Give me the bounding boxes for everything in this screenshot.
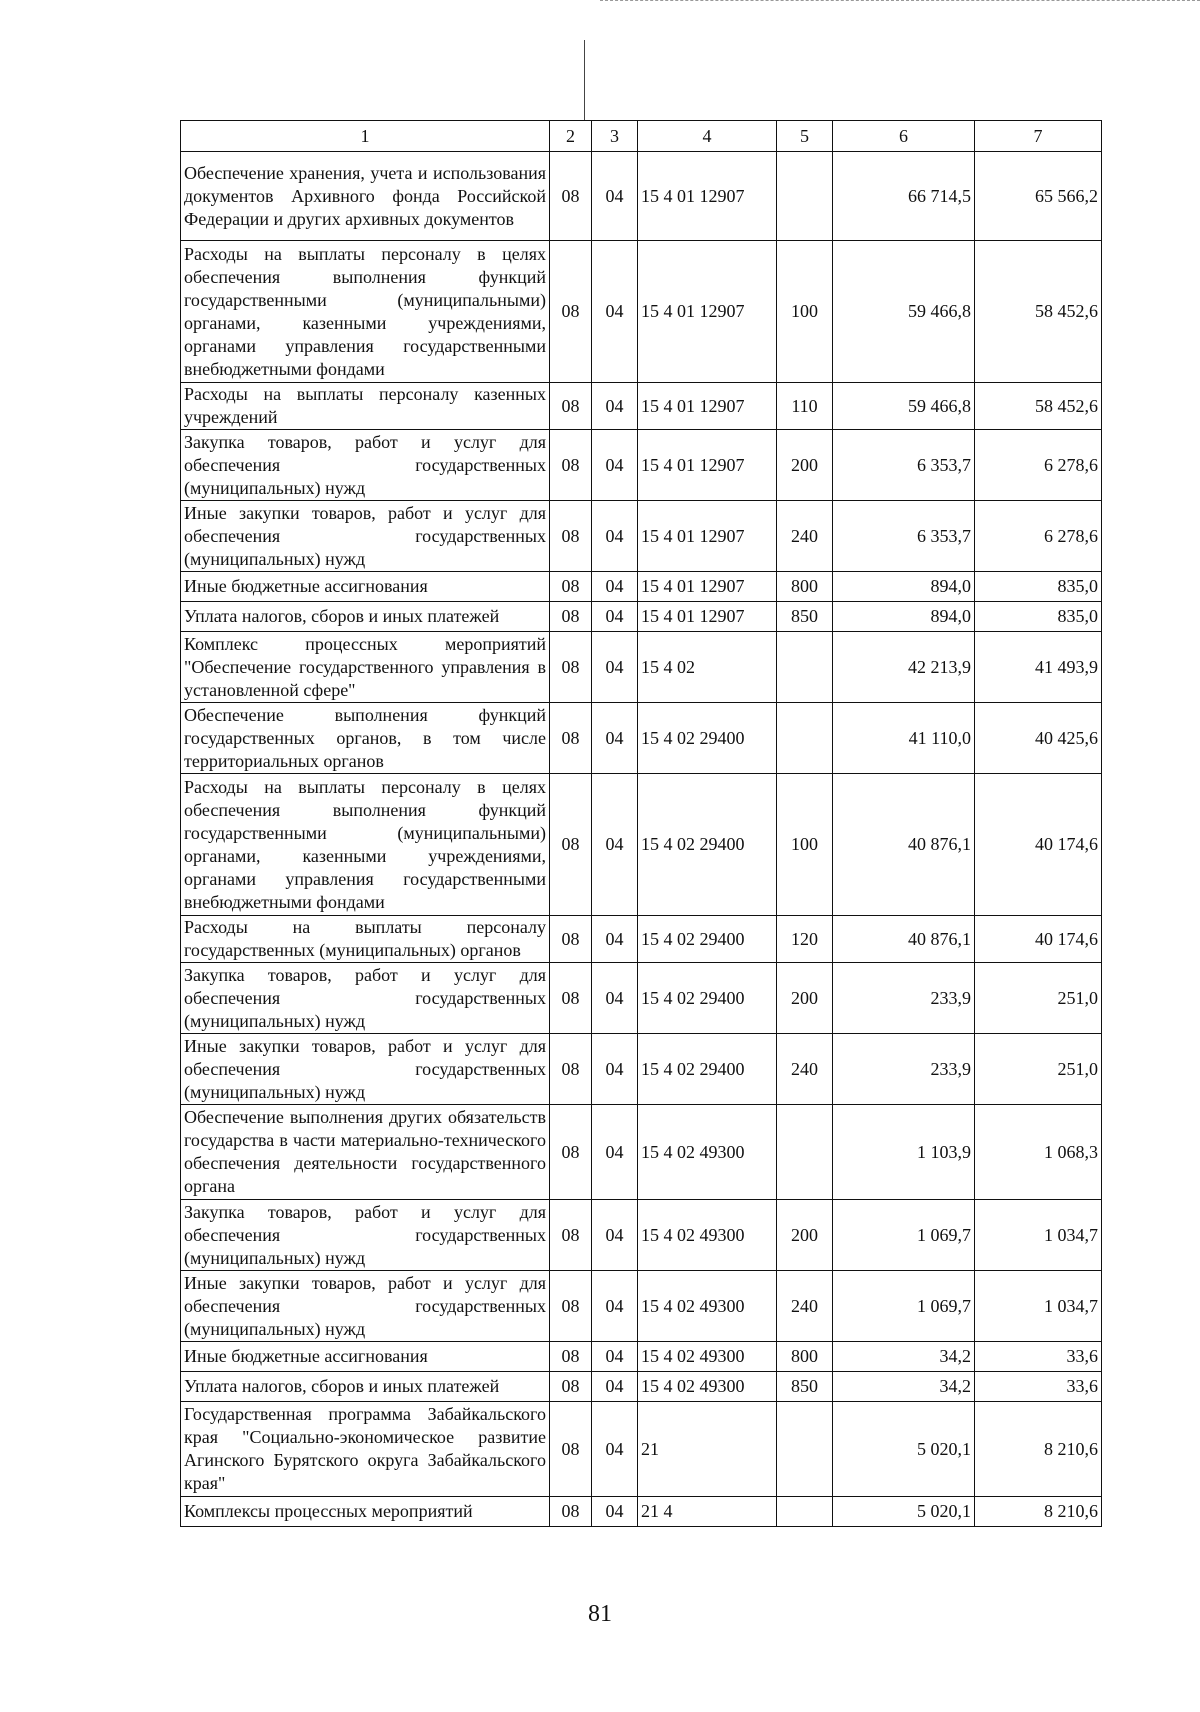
header-col-5: 5 <box>777 121 833 152</box>
row-expense-type <box>777 632 833 703</box>
row-amount-year-2: 8 210,6 <box>975 1497 1102 1527</box>
scan-artifact-top-line <box>600 0 1200 2</box>
row-subsection: 04 <box>592 774 638 916</box>
table-row <box>181 916 1102 963</box>
row-amount-year-1: 1 069,7 <box>833 1271 975 1342</box>
table-row <box>181 1372 1102 1402</box>
row-subsection: 04 <box>592 1497 638 1527</box>
row-name: Обеспечение выполнения других обязательств государства в части материально-технического обеспечения деятельности государственного органа <box>181 1105 550 1200</box>
row-subsection: 04 <box>592 501 638 572</box>
table-row <box>181 1200 1102 1271</box>
table-row <box>181 1034 1102 1105</box>
row-target-article: 15 4 02 29400 <box>638 1034 777 1105</box>
row-amount-year-2: 8 210,6 <box>975 1402 1102 1497</box>
row-name: Комплексы процессных мероприятий <box>181 1497 550 1527</box>
row-amount-year-2: 1 068,3 <box>975 1105 1102 1200</box>
row-amount-year-1: 34,2 <box>833 1372 975 1402</box>
table-row <box>181 632 1102 703</box>
row-amount-year-1: 59 466,8 <box>833 241 975 383</box>
row-expense-type: 240 <box>777 1034 833 1105</box>
row-expense-type: 100 <box>777 241 833 383</box>
row-subsection: 04 <box>592 1271 638 1342</box>
row-expense-type <box>777 1105 833 1200</box>
row-subsection: 04 <box>592 241 638 383</box>
row-name: Закупка товаров, работ и услуг для обеспечения государственных (муниципальных) нужд <box>181 430 550 501</box>
row-target-article: 15 4 02 <box>638 632 777 703</box>
table-row <box>181 430 1102 501</box>
row-amount-year-2: 58 452,6 <box>975 383 1102 430</box>
row-name: Обеспечение выполнения функций государственных органов, в том числе территориальных органов <box>181 703 550 774</box>
row-name: Иные бюджетные ассигнования <box>181 1342 550 1372</box>
row-subsection: 04 <box>592 383 638 430</box>
table-row <box>181 572 1102 602</box>
row-expense-type <box>777 152 833 241</box>
row-amount-year-2: 835,0 <box>975 572 1102 602</box>
scan-artifact-vertical-line <box>584 40 585 120</box>
row-name: Иные закупки товаров, работ и услуг для обеспечения государственных (муниципальных) нужд <box>181 1271 550 1342</box>
table-row <box>181 602 1102 632</box>
row-expense-type: 800 <box>777 572 833 602</box>
row-amount-year-2: 33,6 <box>975 1372 1102 1402</box>
row-amount-year-1: 66 714,5 <box>833 152 975 241</box>
row-amount-year-2: 58 452,6 <box>975 241 1102 383</box>
row-target-article: 15 4 01 12907 <box>638 501 777 572</box>
row-amount-year-1: 6 353,7 <box>833 501 975 572</box>
row-name: Иные закупки товаров, работ и услуг для обеспечения государственных (муниципальных) нужд <box>181 1034 550 1105</box>
row-expense-type: 240 <box>777 501 833 572</box>
row-amount-year-2: 33,6 <box>975 1342 1102 1372</box>
row-subsection: 04 <box>592 1372 638 1402</box>
header-col-6: 6 <box>833 121 975 152</box>
row-target-article: 15 4 01 12907 <box>638 430 777 501</box>
row-subsection: 04 <box>592 703 638 774</box>
table-row <box>181 152 1102 241</box>
row-subsection: 04 <box>592 572 638 602</box>
row-expense-type <box>777 1402 833 1497</box>
row-section: 08 <box>550 963 592 1034</box>
row-section: 08 <box>550 501 592 572</box>
header-col-3: 3 <box>592 121 638 152</box>
row-amount-year-1: 59 466,8 <box>833 383 975 430</box>
row-section: 08 <box>550 1402 592 1497</box>
row-target-article: 15 4 02 49300 <box>638 1372 777 1402</box>
row-section: 08 <box>550 1342 592 1372</box>
row-name: Расходы на выплаты персоналу в целях обеспечения выполнения функций государственными (муниципальными) органами, казенными учреждениями, органами управления государственными внебюджетными фондами <box>181 241 550 383</box>
row-target-article: 15 4 02 49300 <box>638 1342 777 1372</box>
row-amount-year-1: 5 020,1 <box>833 1497 975 1527</box>
row-amount-year-2: 65 566,2 <box>975 152 1102 241</box>
row-name: Уплата налогов, сборов и иных платежей <box>181 602 550 632</box>
table-row <box>181 1342 1102 1372</box>
row-section: 08 <box>550 774 592 916</box>
row-amount-year-1: 34,2 <box>833 1342 975 1372</box>
row-amount-year-1: 40 876,1 <box>833 774 975 916</box>
header-col-2: 2 <box>550 121 592 152</box>
table-row <box>181 241 1102 383</box>
row-target-article: 21 <box>638 1402 777 1497</box>
row-section: 08 <box>550 383 592 430</box>
row-section: 08 <box>550 1105 592 1200</box>
row-amount-year-1: 1 103,9 <box>833 1105 975 1200</box>
row-section: 08 <box>550 632 592 703</box>
row-amount-year-2: 835,0 <box>975 602 1102 632</box>
row-section: 08 <box>550 430 592 501</box>
table-row <box>181 501 1102 572</box>
table-row <box>181 1402 1102 1497</box>
row-subsection: 04 <box>592 1105 638 1200</box>
row-amount-year-2: 40 174,6 <box>975 916 1102 963</box>
row-amount-year-2: 251,0 <box>975 1034 1102 1105</box>
header-col-1: 1 <box>181 121 550 152</box>
page-number: 81 <box>588 1601 612 1627</box>
row-name: Расходы на выплаты персоналу казенных учреждений <box>181 383 550 430</box>
row-subsection: 04 <box>592 152 638 241</box>
row-expense-type: 850 <box>777 1372 833 1402</box>
row-section: 08 <box>550 1034 592 1105</box>
row-target-article: 15 4 02 49300 <box>638 1200 777 1271</box>
row-target-article: 15 4 02 29400 <box>638 963 777 1034</box>
row-target-article: 15 4 02 49300 <box>638 1105 777 1200</box>
row-target-article: 15 4 02 29400 <box>638 774 777 916</box>
row-amount-year-2: 41 493,9 <box>975 632 1102 703</box>
row-subsection: 04 <box>592 1200 638 1271</box>
row-amount-year-1: 233,9 <box>833 1034 975 1105</box>
row-amount-year-1: 42 213,9 <box>833 632 975 703</box>
row-target-article: 15 4 01 12907 <box>638 152 777 241</box>
row-amount-year-2: 6 278,6 <box>975 430 1102 501</box>
row-section: 08 <box>550 916 592 963</box>
row-expense-type: 200 <box>777 1200 833 1271</box>
row-subsection: 04 <box>592 1342 638 1372</box>
row-subsection: 04 <box>592 430 638 501</box>
row-subsection: 04 <box>592 916 638 963</box>
row-amount-year-2: 40 174,6 <box>975 774 1102 916</box>
row-subsection: 04 <box>592 1034 638 1105</box>
row-target-article: 15 4 01 12907 <box>638 572 777 602</box>
row-name: Расходы на выплаты персоналу в целях обеспечения выполнения функций государственными (муниципальными) органами, казенными учреждениями, органами управления государственными внебюджетными фондами <box>181 774 550 916</box>
row-name: Закупка товаров, работ и услуг для обеспечения государственных (муниципальных) нужд <box>181 963 550 1034</box>
table-row <box>181 774 1102 916</box>
row-amount-year-1: 6 353,7 <box>833 430 975 501</box>
row-name: Обеспечение хранения, учета и использования документов Архивного фонда Российской Федерации и других архивных документов <box>181 152 550 241</box>
row-target-article: 15 4 01 12907 <box>638 383 777 430</box>
row-section: 08 <box>550 152 592 241</box>
row-section: 08 <box>550 1372 592 1402</box>
row-target-article: 15 4 02 29400 <box>638 916 777 963</box>
row-section: 08 <box>550 602 592 632</box>
row-amount-year-1: 233,9 <box>833 963 975 1034</box>
row-name: Иные закупки товаров, работ и услуг для обеспечения государственных (муниципальных) нужд <box>181 501 550 572</box>
row-name: Комплекс процессных мероприятий "Обеспечение государственного управления в установленной сфере" <box>181 632 550 703</box>
row-expense-type: 200 <box>777 963 833 1034</box>
table-header-row <box>181 121 1102 152</box>
row-subsection: 04 <box>592 1402 638 1497</box>
row-name: Иные бюджетные ассигнования <box>181 572 550 602</box>
row-expense-type: 850 <box>777 602 833 632</box>
row-amount-year-2: 1 034,7 <box>975 1271 1102 1342</box>
row-expense-type: 800 <box>777 1342 833 1372</box>
row-section: 08 <box>550 1497 592 1527</box>
table-row <box>181 703 1102 774</box>
row-amount-year-1: 40 876,1 <box>833 916 975 963</box>
row-section: 08 <box>550 572 592 602</box>
row-name: Расходы на выплаты персоналу государственных (муниципальных) органов <box>181 916 550 963</box>
row-expense-type: 100 <box>777 774 833 916</box>
row-section: 08 <box>550 241 592 383</box>
row-subsection: 04 <box>592 963 638 1034</box>
row-amount-year-1: 894,0 <box>833 572 975 602</box>
table-row <box>181 1497 1102 1527</box>
row-section: 08 <box>550 1271 592 1342</box>
header-col-7: 7 <box>975 121 1102 152</box>
row-name: Уплата налогов, сборов и иных платежей <box>181 1372 550 1402</box>
table-row <box>181 383 1102 430</box>
row-amount-year-1: 1 069,7 <box>833 1200 975 1271</box>
budget-table <box>180 120 1102 1527</box>
table-row <box>181 963 1102 1034</box>
row-section: 08 <box>550 703 592 774</box>
row-subsection: 04 <box>592 602 638 632</box>
table-row <box>181 1271 1102 1342</box>
row-amount-year-1: 5 020,1 <box>833 1402 975 1497</box>
row-expense-type <box>777 703 833 774</box>
row-amount-year-2: 40 425,6 <box>975 703 1102 774</box>
row-subsection: 04 <box>592 632 638 703</box>
row-name: Закупка товаров, работ и услуг для обеспечения государственных (муниципальных) нужд <box>181 1200 550 1271</box>
table-row <box>181 1105 1102 1200</box>
row-expense-type: 200 <box>777 430 833 501</box>
row-target-article: 21 4 <box>638 1497 777 1527</box>
row-target-article: 15 4 02 29400 <box>638 703 777 774</box>
row-expense-type: 240 <box>777 1271 833 1342</box>
row-amount-year-2: 1 034,7 <box>975 1200 1102 1271</box>
row-amount-year-1: 41 110,0 <box>833 703 975 774</box>
row-section: 08 <box>550 1200 592 1271</box>
row-name: Государственная программа Забайкальского края "Социально-экономическое развитие Агинского Бурятского округа Забайкальского края" <box>181 1402 550 1497</box>
row-expense-type: 110 <box>777 383 833 430</box>
row-target-article: 15 4 01 12907 <box>638 602 777 632</box>
row-amount-year-2: 251,0 <box>975 963 1102 1034</box>
row-amount-year-2: 6 278,6 <box>975 501 1102 572</box>
row-target-article: 15 4 02 49300 <box>638 1271 777 1342</box>
row-amount-year-1: 894,0 <box>833 602 975 632</box>
row-expense-type <box>777 1497 833 1527</box>
row-expense-type: 120 <box>777 916 833 963</box>
row-target-article: 15 4 01 12907 <box>638 241 777 383</box>
header-col-4: 4 <box>638 121 777 152</box>
